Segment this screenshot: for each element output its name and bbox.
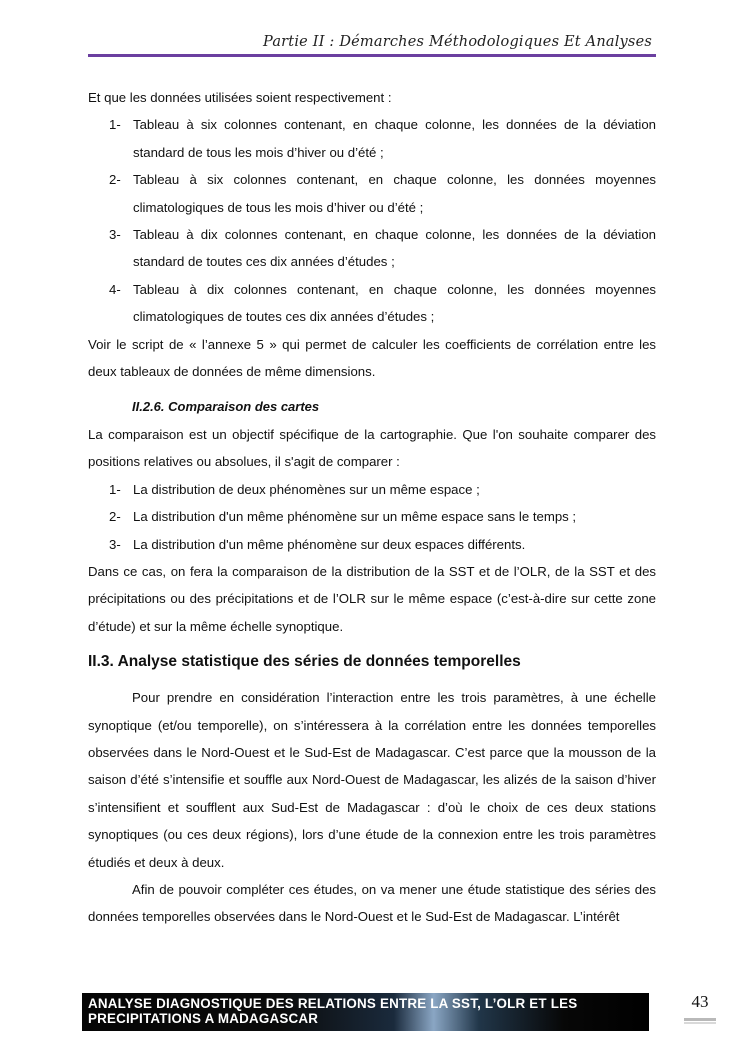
list-number: 2- <box>109 509 121 525</box>
list-text: La distribution d'un même phénomène sur un même espace sans le temps ; <box>133 509 577 525</box>
list-item <box>88 503 656 530</box>
subsection-title: II.2.6. Comparaison des cartes <box>132 399 320 415</box>
list-text: Tableau à dix colonnes contenant, en chaque colonne, les données moyennes climatologiques de toutes ces dix années d’études ; <box>133 281 656 325</box>
intro-text: Et que les données utilisées soient respectivement : <box>88 90 392 105</box>
analysis-paragraph-2: Afin de pouvoir compléter ces études, on va mener une étude statistique des séries des données temporelles observées dans le Nord-Ouest et le Sud-Est de Madagascar. L’intérêt <box>88 881 656 925</box>
list-text: La distribution d'un même phénomène sur deux espaces différents. <box>133 536 526 552</box>
list-text: Tableau à six colonnes contenant, en chaque colonne, les données moyennes climatologiques de tous les mois d’hiver ou d’été ; <box>133 172 656 215</box>
list-item <box>88 166 656 221</box>
footer-line-2: PRECIPITATIONS A MADAGASCAR <box>88 1011 319 1026</box>
page-body <box>88 84 656 931</box>
comparison-conclusion: Dans ce cas, on fera la comparaison de la distribution de la SST et de l’OLR, de la SST et des précipitations ou des précipitations et de l’OLR sur le même espace (c’est-à-dire sur cette zone d’étude) et sur la même échelle synoptique. <box>88 563 656 634</box>
header-rule <box>88 54 656 57</box>
list-number: 1- <box>109 481 121 497</box>
page-number-rule <box>684 1018 716 1021</box>
section-title: II.3. Analyse statistique des séries de données temporelles <box>88 653 521 671</box>
page-number: 43 <box>691 992 709 1011</box>
running-header: Partie II : Démarches Méthodologiques Et Analyses <box>263 34 652 50</box>
list-item <box>88 111 656 166</box>
list-text: Tableau à dix colonnes contenant, en chaque colonne, les données de la déviation standard de toutes ces dix années d’études ; <box>133 227 656 270</box>
footer-line-1: ANALYSE DIAGNOSTIQUE DES RELATIONS ENTRE LA SST, L’OLR ET LES <box>88 996 578 1011</box>
list-item <box>88 476 656 503</box>
list-number: 2- <box>109 172 121 188</box>
list-text: Tableau à six colonnes contenant, en chaque colonne, les données de la déviation standard de tous les mois d’hiver ou d’été ; <box>133 117 656 160</box>
list-number: 3- <box>109 536 121 552</box>
page-number-rule-shadow <box>684 1022 716 1024</box>
list-number: 1- <box>109 117 121 133</box>
list-item <box>88 276 656 331</box>
list-number: 3- <box>109 227 121 243</box>
footer-banner <box>82 993 649 1031</box>
list-item <box>88 531 656 558</box>
list-number: 4- <box>109 281 121 297</box>
comparison-paragraph: La comparaison est un objectif spécifique de la cartographie. Que l'on souhaite comparer des positions relatives ou absolues, il s'agit de comparer : <box>88 426 656 470</box>
analysis-paragraph: Pour prendre en considération l’interaction entre les trois paramètres, à une échelle synoptique (et/ou temporelle), on s’intéressera à la corrélation entre les données temporelles observées dans le Nord-Ouest et le Sud-Est de Madagascar. C’est parce que la mousson de la saison d’été s’intensifie et souffle aux Nord-Ouest de Madagascar, les alizés de la saison d’hiver s’intensifient et soufflent aux Sud-Est de Madagascar : d’où le choix de ces deux stations synoptiques (ou ces deux régions), lors d’une étude de la connexion entre les trois paramètres étudiés et deux à deux. <box>88 690 656 870</box>
comparison-list <box>88 476 656 558</box>
script-note: Voir le script de « l’annexe 5 » qui permet de calculer les coefficients de corrélation entre les deux tableaux de données de même dimensions. <box>88 336 656 380</box>
table-list <box>88 111 656 330</box>
list-text: La distribution de deux phénomènes sur un même espace ; <box>133 481 480 497</box>
list-item <box>88 221 656 276</box>
